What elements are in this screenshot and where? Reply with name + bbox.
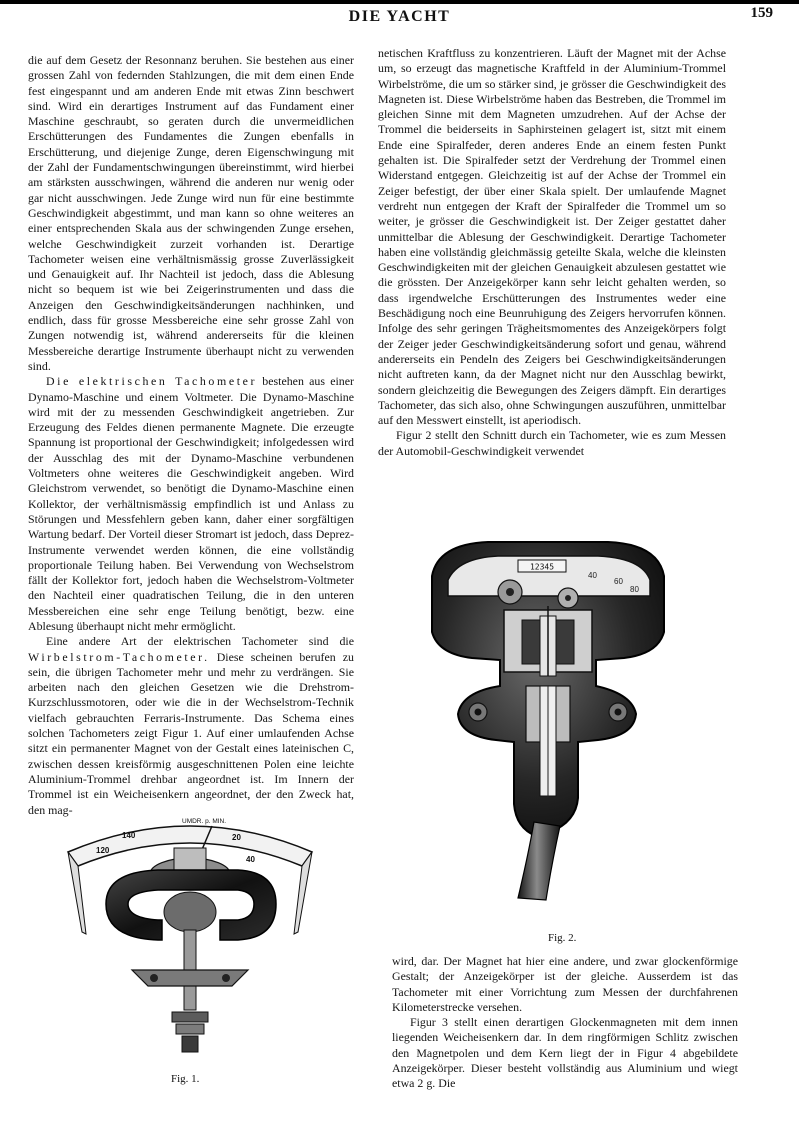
page-number: 159 [750,5,773,21]
running-title: DIE YACHT [348,8,451,25]
bracket-hole-left [150,974,158,982]
mounting-bracket [132,970,248,986]
scale-mark-60: 60 [614,577,623,586]
tick-label-40: 40 [246,855,255,864]
left-paragraph-3-rest: Diese scheinen berufen zu sein, die übrigen Tachometer mehr und mehr zu verdrängen. Sie arbeiten nach den gleichen Gesetzen wie die Drehstrom-Kurzschlussmotoren, oder wie die in der Wechselstrom-Technik vielfach gebrauchten Ferraris-Instrumente. Das Schema eines solchen Tachometers zeigt Figur 1. Auf einer umlaufenden Achse sitzt ein permanenter Magnet von der Gestalt eines lateinischen C, zwischen dessen kreisförmig ausgeschnittenen Polen eine leichte Aluminium-Trommel drehbar angeordnet ist. Im Innern der Trommel ist ein Weicheisenkern angeordnet, der den Zweck hat, den mag- [28,649,354,817]
drive-coupling [182,1036,198,1052]
figure-1-schematic-drawing [62,808,317,1098]
figure-1-caption: Fig. 1. [171,1073,200,1085]
figure-2-caption: Fig. 2. [548,932,577,944]
top-rule [0,0,799,4]
right-paragraph-1: netischen Kraftfluss zu konzentrieren. Läuft der Magnet mit der Achse um, so erzeugt das magnetische Kraftfeld in der Aluminium-Trommel Wirbelströme, die um so stärker sind, je grösser die Geschwindigkeit des Magneten ist. Diese Wirbelströme haben das Bestreben, die Trommel im gleichen Sinne mit dem Magneten umzudrehen. Auf der Achse der Trommel die beiderseits in Saphirsteinen gelagert ist, sitzt mit einem Ende eine Spiralfeder, deren anderes Ende an einem festen Punkt gehalten ist. Die Spiralfeder setzt der Verdrehung der Trommel einen Widerstand entgegen. Gleichzeitig ist auf der Achse der Trommel ein Zeiger befestigt, der über einer Skala spielt. Der umlaufende Magnet verdreht nun entgegen der Kraft der Spiralfeder die Trommel um so weiter, je grösser die Geschwindigkeit ist. Der Zeiger gestattet daher unmittelbar die Ablesung der Geschwindigkeit. Derartige Tachometer haben eine vollständig gleichmässig geteilte Skala, welche die kleinsten Geschwindigkeiten mit der gleichen Genauigkeit abzulesen gestattet wie die grössten. Der Anzeigekörper kann sehr leicht gehalten werden, so dass irgendwelche Erschütterungen des Instrumentes weder eine Beschädigung noch eine Beunruhigung des Zeigers hervorrufen können. Infolge des sehr geringen Trägheitsmomentes des Anzeigekörpers folgt der Zeiger jeder Geschwindigkeitsänderung sofort und genau, während andererseits ein Pendeln des Zeigers bei Geschwindigkeitsänderungen nicht auftreten kann, da der Magnet nicht nur den Ausschlag bewirkt, sondern gleichzeitig die Bewegungen des Zeigers dämpft. Ein derartiges Tachometer, das sich also, ohne Schwingungen auszuführen, unmittelbar auf den Messwert einstellt, ist aperiodisch. [378,46,726,428]
right-column-bottom [392,954,738,1092]
soft-iron-core [164,892,216,932]
tick-label-20: 20 [232,833,241,842]
flexible-drive-cable [518,822,560,900]
right-paragraph-4: Figur 3 stellt einen derartigen Glockenmagneten mit dem innen liegenden Weicheisenkern dar. In dem ringförmigen Schlitz zwischen den Magnetpolen und dem Kern liegt der in Figur 4 abgebildete Anzeigekörper. Dieser besteht vollständig aus Aluminium und wiegt etwa 2 g. Die [392,1015,738,1091]
scale-mark-80: 80 [630,585,639,594]
left-paragraph-3-start: Eine andere Art der elektrischen Tachometer sind die [46,634,354,649]
scale-mark-40: 40 [588,571,597,580]
left-paragraph-1: die auf dem Gesetz der Resonnanz beruhen. Sie bestehen aus einer grossen Zahl von federnden Stahlzungen, die mit dem einen Ende fest eingespannt und am anderen Ende mit etwas Zinn beschwert sind. Wird ein derartiges Instrument auf das Fundament einer Maschine geschraubt, so geraten durch die unvermeidlichen Erschütterungen des Fundamentes die Zungen ebenfalls in Erschütterung, und diejenige Zunge, deren Eigenschwingung mit der Zahl der Fundamentschwingungen übereinstimmt, wird hierbei am stärksten ausschwingen, während die anderen nur wenig oder gar nicht ausschwingen. Jede Zunge wird nun für eine bestimmte Geschwindigkeit abgestimmt, und man kann so ohne weiteres an einer entsprechenden Skala aus der schwingenden Zunge ersehen, welche Geschwindigkeit zurzeit vorhanden ist. Derartige Tachometer weisen eine verhältnismässig grosse Zuverlässigkeit und Genauigkeit auf. Ihr Nachteil ist jedoch, dass die Ablesung nicht so bequem ist wie bei Zeigerinstrumenten und dass die Anzeigen den Geschwindigkeitsänderungen nachhinken, und endlich, dass für grosse Messbereiche eine sehr grosse Zahl von Zungen notwendig ist, während andererseits für die kleinen Messbereiche derartige Instrumente überhaupt nicht zu verwenden sind. [28,53,354,373]
left-paragraph-3 [28,634,354,818]
gear-left-hub [506,588,514,596]
right-paragraph-3: wird, dar. Der Magnet hat hier eine andere, und zwar glockenförmige Gestalt; der Anzeigekörper ist der gleiche. Ausserdem ist das Tachometer mit einer Vorrichtung zum Messen der durchfahrenen Kilometerstrecke versehen. [392,954,738,1014]
figure-2-illustration [418,536,678,906]
odometer-counter: 12345 [529,562,555,572]
left-paragraph-2 [28,374,354,634]
ball-bearing-upper [172,1012,208,1022]
left-column [28,53,354,818]
ball-bearing-lower [176,1024,204,1034]
right-column-top [378,46,726,459]
left-paragraph-2-lead: Die elektrischen Tachometer [46,374,258,389]
left-paragraph-2-rest: bestehen aus einer Dynamo-Maschine und einem Voltmeter. Die Dynamo-Maschine wird mit der zu messenden Geschwindigkeit angetrieben. Zur Erzeugung des Feldes dienen permanente Magnete. Die erzeugte Spannung ist proportional der Geschwindigkeit; infolgedessen wird der Ausschlag des mit der Dynamo-Maschine verbundenen Voltmeters ohne weiteres die Geschwindigkeit angeben. Wird Gleichstrom verwendet, so benötigt die Dynamo-Maschine einen Kollektor, der verhältnismässig empfindlich ist und Anlass zu Störungen und Messfehlern geben kann, daher einer sorgfältigen Wartung bedarf. Der Vorteil dieser Stromart ist jedoch, dass Deprez-Instrumente verwendet werden können, die eine vollständig proportionale Teilung haben. Bei Verwendung von Wechselstrom fällt der Kollektor fort, jedoch haben die Wechselstrom-Voltmeter den Nachteil einer quadratischen Teilung, die in den unteren Messbereichen eine sehr enge Teilung benötigt, bezw. eine Ablesung überhaupt nicht mehr ermöglicht. [28,374,354,633]
right-paragraph-2: Figur 2 stellt den Schnitt durch ein Tachometer, wie es zum Messen der Automobil-Geschwindigkeit verwendet [378,428,726,458]
mounting-hole-left [475,709,482,716]
dial-unit-label: UMDR. p. MIN. [182,818,227,825]
bracket-hole-right [222,974,230,982]
left-paragraph-3-lead: Wirbelstrom-Tachometer. [28,649,210,664]
gear-right-hub [565,595,571,601]
page-header [0,5,799,27]
tick-label-120: 120 [96,846,110,855]
tick-label-140: 140 [122,831,136,840]
figure-1-illustration [62,808,317,1098]
mounting-hole-right [615,709,622,716]
figure-2-cutaway-drawing [418,536,678,906]
